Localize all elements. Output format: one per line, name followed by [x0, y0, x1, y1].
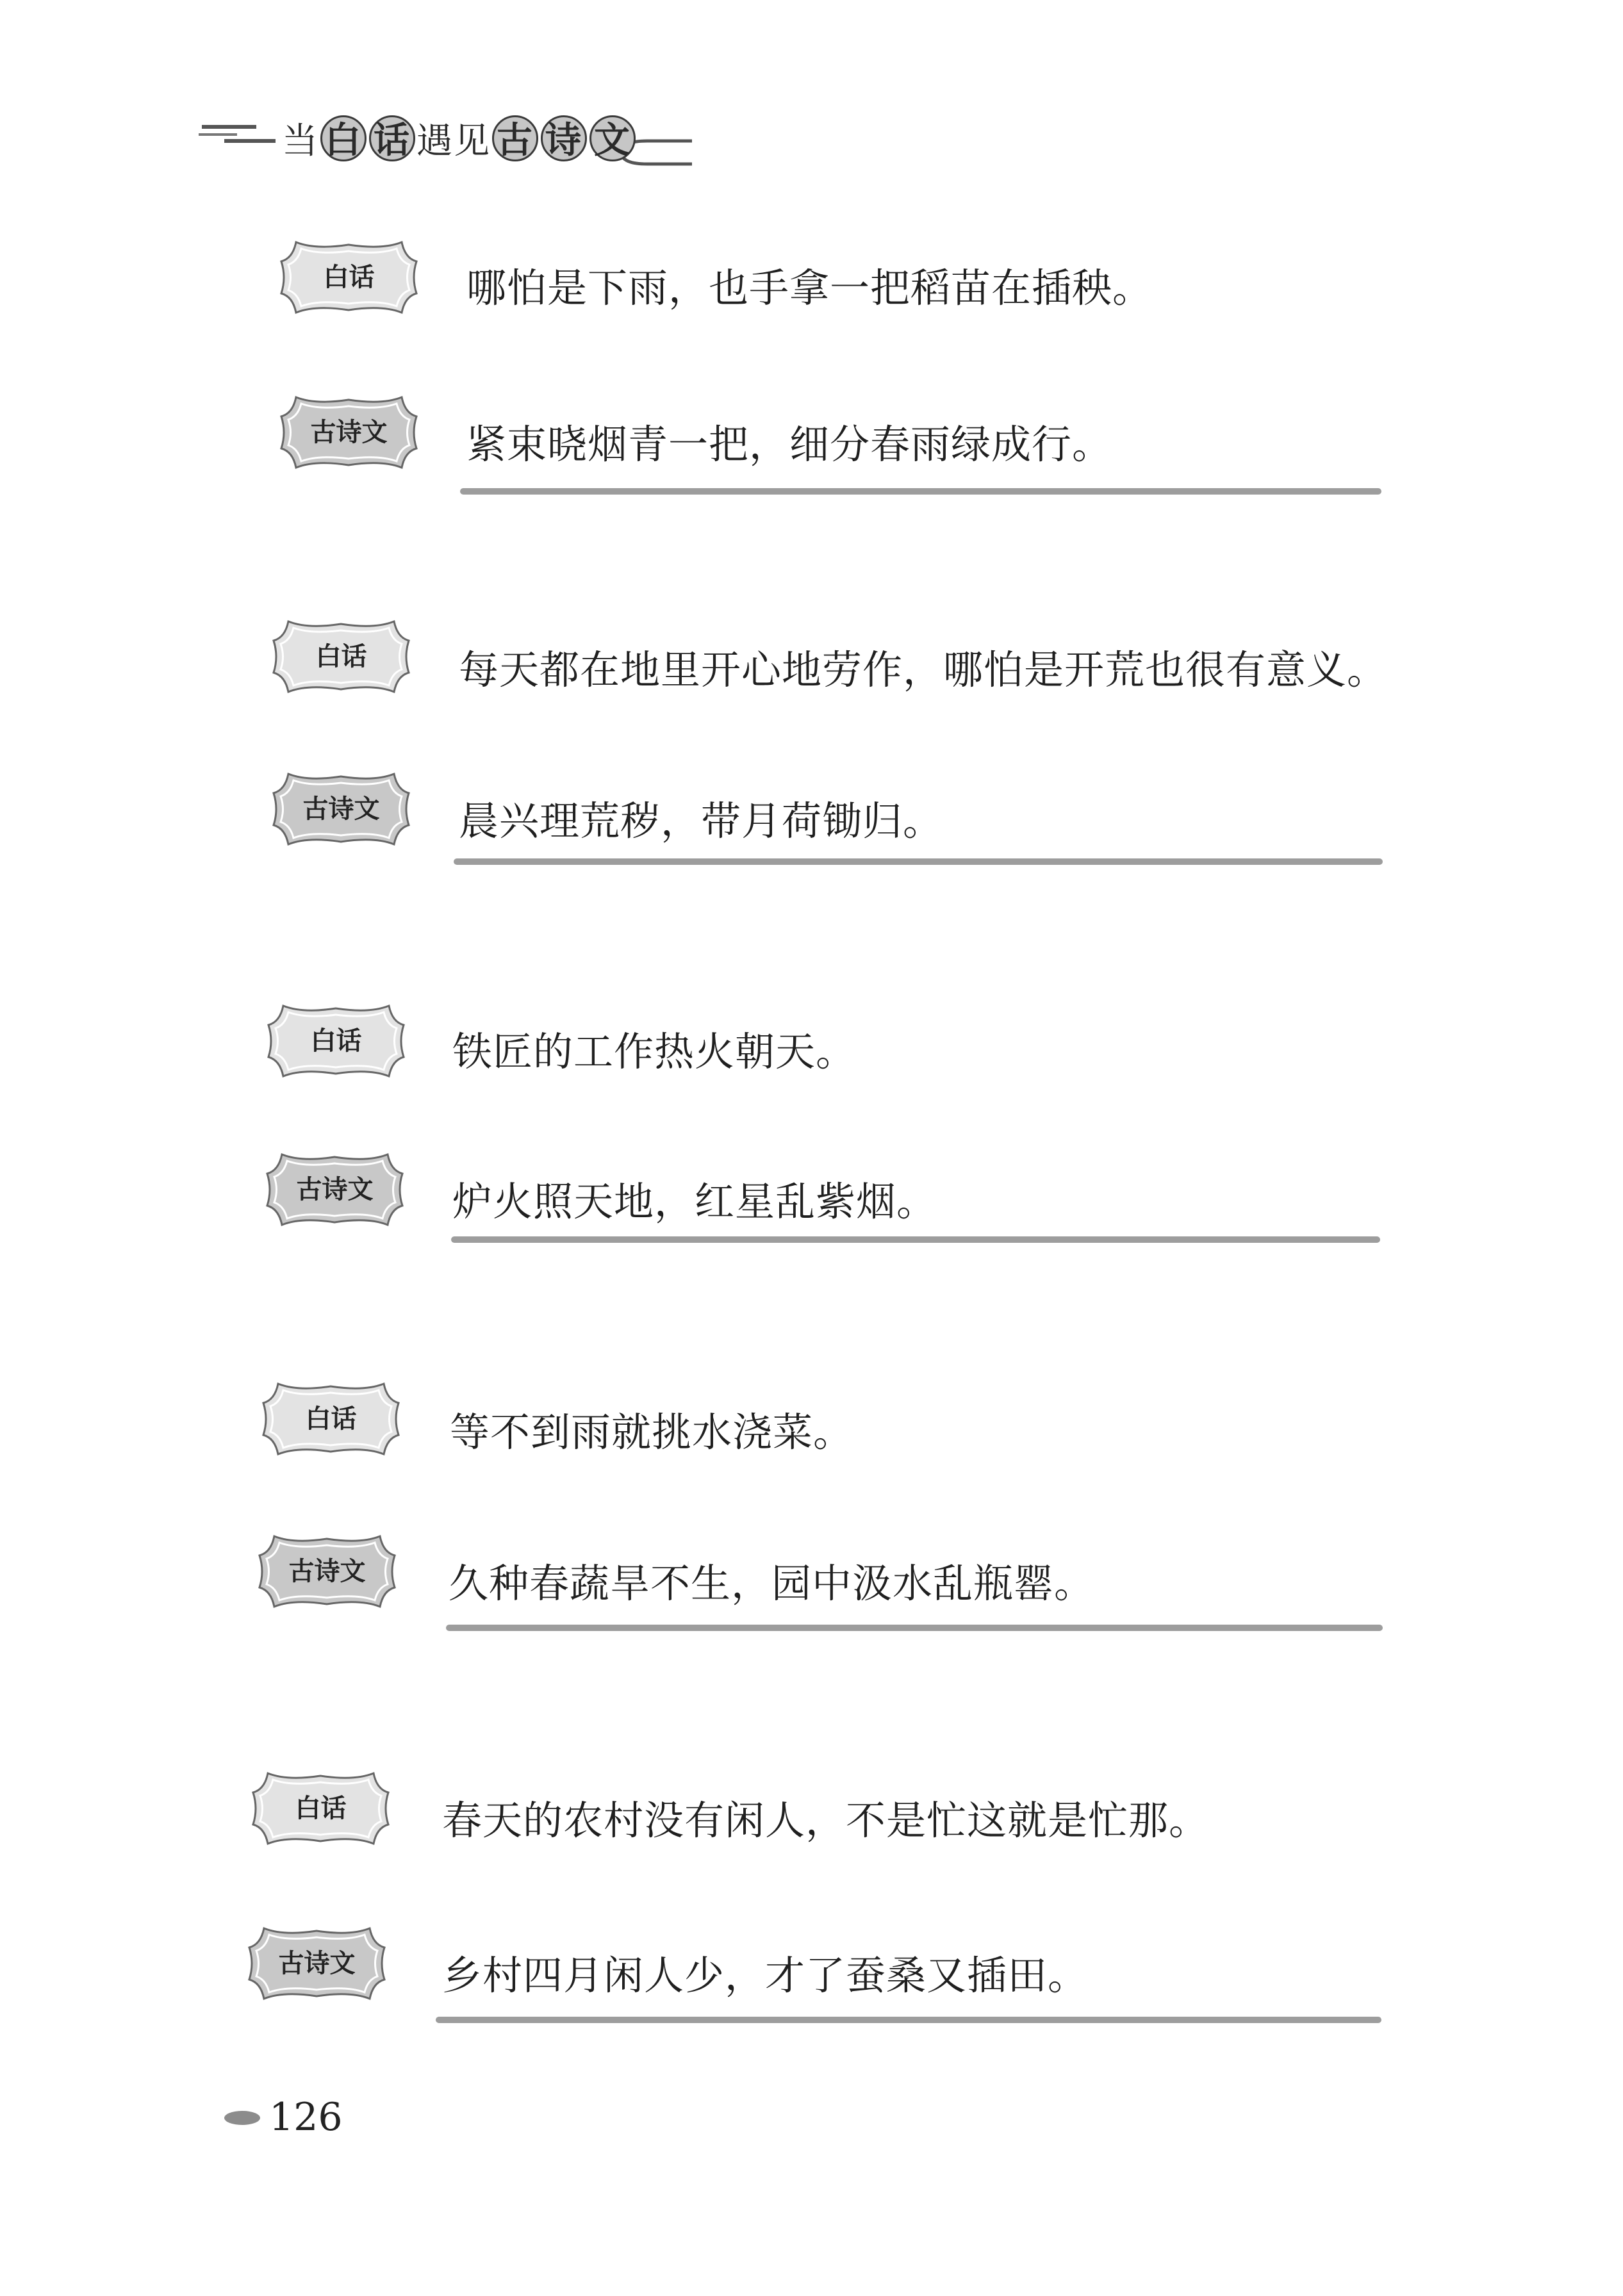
title-char: 见	[454, 120, 491, 162]
divider-line	[451, 1236, 1380, 1243]
running-header	[199, 101, 698, 178]
baihua-badge	[259, 1377, 403, 1461]
baihua-text: 春天的农村没有闲人，不是忙这就是忙那。	[442, 1797, 1210, 1844]
book-title	[282, 113, 637, 164]
baihua-badge	[277, 236, 421, 319]
title-char: 当	[282, 120, 319, 162]
gushiwen-text: 晨兴理荒秽，带月荷锄归。	[459, 798, 944, 844]
gushiwen-badge	[245, 1922, 389, 2005]
gushiwen-badge-label: 古诗文	[288, 1557, 366, 1586]
title-char: 古	[492, 115, 538, 161]
gushiwen-badge	[277, 391, 421, 474]
baihua-text: 铁匠的工作热火朝天。	[452, 1028, 857, 1075]
title-char: 文	[589, 115, 636, 161]
title-char: 诗	[541, 115, 587, 161]
divider-line	[460, 488, 1381, 495]
gushiwen-text: 乡村四月闲人少，才了蚕桑又插田。	[442, 1952, 1089, 1999]
divider-line	[454, 858, 1383, 865]
gushiwen-badge-label: 古诗文	[302, 794, 380, 824]
gushiwen-badge	[255, 1530, 399, 1613]
baihua-text: 等不到雨就挑水浇菜。	[450, 1409, 854, 1456]
title-char: 遇	[416, 120, 454, 162]
baihua-badge-label: 白话	[315, 642, 367, 671]
page-number: 126	[269, 2095, 343, 2140]
baihua-text: 每天都在地里开心地劳作，哪怕是开荒也很有意义。	[459, 646, 1388, 693]
gushiwen-badge-label: 古诗文	[278, 1949, 356, 1978]
gushiwen-badge	[263, 1148, 407, 1231]
divider-line	[436, 2017, 1381, 2023]
baihua-text: 哪怕是下雨，也手拿一把稻苗在插秧。	[466, 265, 1153, 311]
gushiwen-badge-label: 古诗文	[296, 1175, 374, 1204]
baihua-badge	[264, 999, 408, 1083]
divider-line	[446, 1625, 1383, 1631]
page-dot-icon	[224, 2111, 260, 2125]
gushiwen-text: 紧束晓烟青一把，细分春雨绿成行。	[466, 421, 1113, 468]
baihua-badge-label: 白话	[310, 1026, 362, 1056]
baihua-badge	[269, 615, 413, 698]
gushiwen-text: 炉火照天地，红星乱紫烟。	[452, 1178, 937, 1225]
gushiwen-badge	[269, 767, 413, 851]
baihua-badge-label: 白话	[295, 1794, 347, 1823]
baihua-badge-label: 白话	[305, 1404, 357, 1434]
baihua-badge	[249, 1767, 393, 1850]
gushiwen-badge-label: 古诗文	[310, 418, 388, 447]
title-char: 白	[320, 115, 367, 161]
gushiwen-text: 久种春蔬旱不生，园中汲水乱瓶罂。	[449, 1560, 1095, 1607]
title-char: 话	[369, 115, 415, 161]
baihua-badge-label: 白话	[323, 263, 375, 292]
